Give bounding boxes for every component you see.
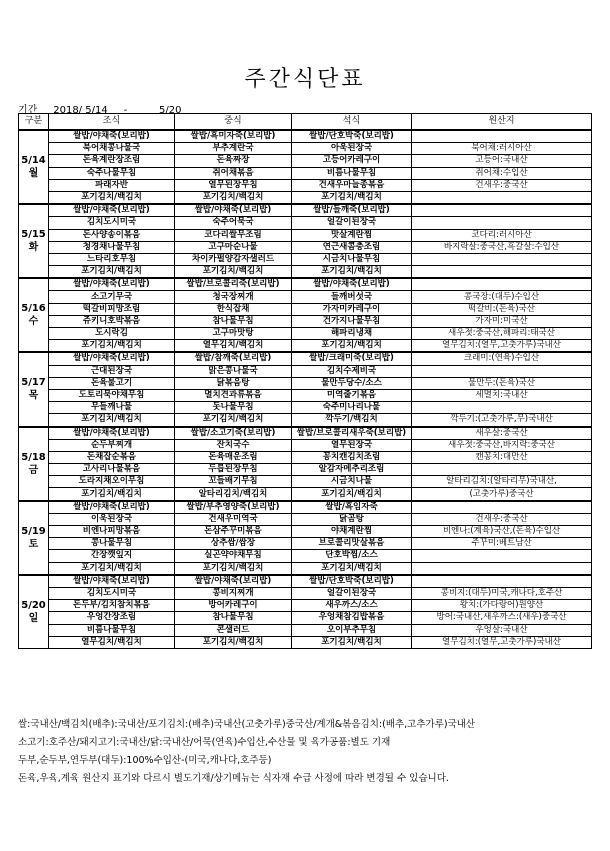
lunch-cell: 포기김치/백김치 <box>175 191 292 204</box>
origin-cell: 세멸치:국내산 <box>412 389 592 401</box>
lunch-cell: 포기김치/백김치 <box>175 562 292 575</box>
header-row <box>19 114 592 131</box>
table-row <box>19 464 592 476</box>
origin-cell: 크래미:(연육)수입산 <box>412 352 592 365</box>
breakfast-cell: 쌀밥/야채죽(보리밥) <box>49 130 175 143</box>
breakfast-cell: 고사리나물볶음 <box>49 464 175 476</box>
dinner-cell: 얼갈이된장국 <box>292 587 412 599</box>
period-end: 5/20 <box>159 105 182 116</box>
lunch-cell: 잔치국수 <box>175 439 292 451</box>
day-date: 5/17 <box>21 377 46 389</box>
table-row <box>19 229 592 241</box>
lunch-cell: 돈육짜장 <box>175 155 292 167</box>
origin-cell: 건새우:중국산 <box>412 179 592 191</box>
breakfast-cell: 소고기무국 <box>49 291 175 303</box>
dinner-cell: 연근새콤충조림 <box>292 241 412 253</box>
dinner-cell: 포기김치/백김치 <box>292 266 412 279</box>
period-label: 기간 <box>18 105 38 116</box>
table-row <box>19 526 592 538</box>
origin-cell <box>412 130 592 143</box>
lunch-cell: 알타리김치/백김치 <box>175 488 292 501</box>
table-row <box>19 303 592 315</box>
dinner-cell: 단호박찜/소스 <box>292 550 412 562</box>
lunch-cell: 고구마순나물 <box>175 241 292 253</box>
lunch-cell: 고구마맛탕 <box>175 328 292 340</box>
breakfast-cell: 북어채콩나물국 <box>49 143 175 155</box>
table-row <box>19 624 592 636</box>
dinner-cell: 포기김치/백김치 <box>292 488 412 501</box>
table-row <box>19 587 592 599</box>
dinner-cell: 김치수제비국 <box>292 365 412 377</box>
dinner-cell: 고등어카레구이 <box>292 155 412 167</box>
lunch-cell: 열무된장무침 <box>175 179 292 191</box>
lunch-cell: 한식잡채 <box>175 303 292 315</box>
dinner-cell: 꽁치캔김치조림 <box>292 451 412 463</box>
breakfast-cell: 돈사양송이볶음 <box>49 229 175 241</box>
period-start: 2018/ 5/14 <box>53 105 108 116</box>
table-row <box>19 155 592 167</box>
origin-cell <box>412 562 592 575</box>
breakfast-cell: 쌀밥/야채죽(보리밥) <box>49 204 175 217</box>
menu-body <box>19 130 592 648</box>
table-row <box>19 143 592 155</box>
table-row <box>19 291 592 303</box>
origin-cell <box>412 575 592 588</box>
lunch-cell: 쌀밥/야채죽(보리밥) <box>175 204 292 217</box>
table-row <box>19 389 592 401</box>
dinner-cell: 쌀밥/야채죽(보리밥) <box>292 278 412 291</box>
breakfast-cell: 도토리묵야채무침 <box>49 389 175 401</box>
day-weekday: 월 <box>28 168 39 180</box>
origin-cell <box>412 550 592 562</box>
origin-cell: 우엉살:국내산 <box>412 624 592 636</box>
breakfast-cell: 비름나물무침 <box>49 624 175 636</box>
table-row <box>19 600 592 612</box>
table-row <box>19 352 592 365</box>
origin-cell <box>412 253 592 265</box>
origin-cell: 가자미:미국산 <box>412 315 592 327</box>
lunch-cell: 쌀밥/흑미자죽(보리밥) <box>175 130 292 143</box>
origin-cell: 콩비지:(대두)미국,캐나다,호주산 <box>412 587 592 599</box>
breakfast-cell: 숙주나물무침 <box>49 167 175 179</box>
origin-cell: 떡갈비:(돈육)국산 <box>412 303 592 315</box>
table-row <box>19 278 592 291</box>
period-dash: - <box>123 105 128 116</box>
day-cell <box>19 427 49 501</box>
dinner-cell: 시금치나물 <box>292 476 412 488</box>
lunch-cell: 쌀밥/야채죽(보리밥) <box>175 575 292 588</box>
origin-cell <box>412 266 592 279</box>
dinner-cell: 얼갈이된장국 <box>292 217 412 229</box>
dinner-cell: 건가지나물무침 <box>292 315 412 327</box>
breakfast-cell: 도라지채오이무침 <box>49 476 175 488</box>
lunch-cell: 차이카펄양감자샐러드 <box>175 253 292 265</box>
table-row <box>19 538 592 550</box>
breakfast-cell: 포기김치/백김치 <box>49 266 175 279</box>
day-cell <box>19 501 49 575</box>
origin-cell: 북어채:러시아산 <box>412 143 592 155</box>
dinner-cell: 쌀밥/흑임자죽 <box>292 501 412 514</box>
dinner-cell: 포기김치/백김치 <box>292 191 412 204</box>
dinner-cell: 포기김치/백김치 <box>292 340 412 353</box>
table-row <box>19 253 592 265</box>
table-row <box>19 167 592 179</box>
day-date: 5/14 <box>21 155 46 167</box>
table-row <box>19 427 592 440</box>
breakfast-cell: 돈육불고기 <box>49 377 175 389</box>
header-lunch: 중식 <box>175 114 292 131</box>
lunch-cell: 숙주어묵국 <box>175 217 292 229</box>
origin-cell: 새우젓:중국산,해파리:태국산 <box>412 328 592 340</box>
day-date: 5/15 <box>21 229 46 241</box>
origin-cell: 열무김치:(열무,고춧가루)국내산 <box>412 340 592 353</box>
lunch-cell: 꼬들배기무침 <box>175 476 292 488</box>
origin-cell: 주꾸미:베트남산 <box>412 538 592 550</box>
lunch-cell: 돈삼주꾸미볶음 <box>175 526 292 538</box>
breakfast-cell: 돈두부/김치참치볶음 <box>49 600 175 612</box>
breakfast-cell: 느타리호무침 <box>49 253 175 265</box>
table-row <box>19 191 592 204</box>
dinner-cell: 포기김치/백김치 <box>292 636 412 648</box>
dinner-cell: 건새우마늘종볶음 <box>292 179 412 191</box>
breakfast-cell: 근대된장국 <box>49 365 175 377</box>
breakfast-cell: 포기김치/백김치 <box>49 191 175 204</box>
lunch-cell: 맑은콩나물국 <box>175 365 292 377</box>
lunch-cell: 포기김치/백김치 <box>175 636 292 648</box>
table-row <box>19 612 592 624</box>
day-weekday: 금 <box>28 464 39 476</box>
note-line: 소고기:호주산/돼지고기:국내산/닭:국내산/어묵(연육)수입산,수산물 및 육가공품:별도 기재 <box>18 737 391 748</box>
table-row <box>19 377 592 389</box>
lunch-cell: 쌀밥/브로콜리죽(보리밥) <box>175 278 292 291</box>
dinner-cell: 열무된장국 <box>292 439 412 451</box>
breakfast-cell: 쌀밥/야채죽(보리밥) <box>49 278 175 291</box>
table-row <box>19 179 592 191</box>
table-row <box>19 562 592 575</box>
breakfast-cell: 김치도시미국 <box>49 217 175 229</box>
lunch-cell: 열무김치/백김치 <box>175 340 292 353</box>
origin-cell: 방어:국내산,새우까스:(새우)중국산 <box>412 612 592 624</box>
breakfast-cell: 포기김치/백김치 <box>49 340 175 353</box>
table-row <box>19 328 592 340</box>
lunch-cell: 돈육매운조림 <box>175 451 292 463</box>
table-row <box>19 365 592 377</box>
table-row <box>19 315 592 327</box>
breakfast-cell: 쥬키니호박볶음 <box>49 315 175 327</box>
origin-cell <box>412 204 592 217</box>
dinner-cell: 해파리냉채 <box>292 328 412 340</box>
breakfast-cell: 쌀밥/야채죽(보리밥) <box>49 575 175 588</box>
origin-cell <box>412 501 592 514</box>
day-weekday: 토 <box>28 538 39 550</box>
dinner-cell: 새우까스/소스 <box>292 600 412 612</box>
lunch-cell: 닭볶음탕 <box>175 377 292 389</box>
breakfast-cell: 파래자반 <box>49 179 175 191</box>
table-row <box>19 636 592 648</box>
dinner-cell: 쌀밥/단호박죽(보리밥) <box>292 130 412 143</box>
table-row <box>19 488 592 501</box>
origin-cell: 물만두:(돈육)국산 <box>412 377 592 389</box>
table-row <box>19 575 592 588</box>
day-cell <box>19 278 49 352</box>
lunch-cell: 쥐어채볶음 <box>175 167 292 179</box>
table-row <box>19 451 592 463</box>
table-row <box>19 476 592 488</box>
breakfast-cell: 콩나물무침 <box>49 538 175 550</box>
dinner-cell: 쌀밥/단호박죽(보리밥) <box>292 575 412 588</box>
dinner-cell: 시금치나물무침 <box>292 253 412 265</box>
breakfast-cell: 우엉간장조림 <box>49 612 175 624</box>
breakfast-cell: 비엔나피망볶음 <box>49 526 175 538</box>
menu-table <box>18 113 592 649</box>
origin-cell <box>412 278 592 291</box>
origin-cell: (고춧가루)중국산 <box>412 488 592 501</box>
day-cell <box>19 352 49 426</box>
lunch-cell: 돗나물무침 <box>175 402 292 414</box>
origin-cell: 왕치:(가다랑어)원양산 <box>412 600 592 612</box>
dinner-cell: 숙주미나리나물 <box>292 402 412 414</box>
origin-cell: 알타리김치:(알타리무)국내산, <box>412 476 592 488</box>
lunch-cell: 상추쌈/쌈장 <box>175 538 292 550</box>
lunch-cell: 콩비지찌개 <box>175 587 292 599</box>
origin-cell: 쥐어채:수입산 <box>412 167 592 179</box>
origin-cell: 열무김치:(열무,고춧가루)국내산 <box>412 636 592 648</box>
table-row <box>19 340 592 353</box>
table-row <box>19 204 592 217</box>
day-cell <box>19 575 49 649</box>
dinner-cell: 가자미카레구이 <box>292 303 412 315</box>
dinner-cell: 맛살계란찜 <box>292 229 412 241</box>
day-date: 5/18 <box>21 451 46 463</box>
breakfast-cell: 김치도시미국 <box>49 587 175 599</box>
origin-cell: 건새우:중국산 <box>412 513 592 525</box>
lunch-cell: 콘샐러드 <box>175 624 292 636</box>
header-origin: 원산지 <box>412 114 592 131</box>
dinner-cell: 비름나물무침 <box>292 167 412 179</box>
breakfast-cell: 쌀밥/야채죽(보리밥) <box>49 352 175 365</box>
dinner-cell: 미역줄기볶음 <box>292 389 412 401</box>
table-row <box>19 501 592 514</box>
dinner-cell: 브로콜리맛살볶음 <box>292 538 412 550</box>
lunch-cell: 포기김치/백김치 <box>175 414 292 427</box>
dinner-cell: 알감자메추리조림 <box>292 464 412 476</box>
breakfast-cell: 떡갈비피망조림 <box>49 303 175 315</box>
table-row <box>19 439 592 451</box>
origin-cell: 코다리:러시아산 <box>412 229 592 241</box>
dinner-cell: 우엉채참김밥볶음 <box>292 612 412 624</box>
breakfast-cell: 포기김치/백김치 <box>49 488 175 501</box>
breakfast-cell: 포기김치/백김치 <box>49 562 175 575</box>
lunch-cell: 실곤약야채무침 <box>175 550 292 562</box>
origin-cell: 콩국장:(대두)수입산 <box>412 291 592 303</box>
origin-cell: 비엔나:(계육)국산,(돈육)수입산 <box>412 526 592 538</box>
day-cell <box>19 130 49 204</box>
breakfast-cell: 쌀밥/야채죽(보리밥) <box>49 501 175 514</box>
origin-cell <box>412 217 592 229</box>
lunch-cell: 참나물무침 <box>175 315 292 327</box>
note-line: 돈육,우육,계육 원산지 표기와 다르시 별도기재/상기메뉴는 식자재 수급 사정에 따라 변경될 수 있습니다. <box>18 773 449 784</box>
dinner-cell: 오이부추무침 <box>292 624 412 636</box>
dinner-cell: 쌀밥/브로콜리새우죽(보리밥) <box>292 427 412 440</box>
breakfast-cell: 돈채잡순볶음 <box>49 451 175 463</box>
origin-cell <box>412 464 592 476</box>
breakfast-cell: 청경채나물무침 <box>49 241 175 253</box>
origin-cell: 깍두기:(고춧가루,무)국내산 <box>412 414 592 427</box>
breakfast-cell: 포기김치/백김치 <box>49 414 175 427</box>
note-line: 두부,순두부,연두부(대두):100%수입산-(미국,캐나다,호주등) <box>18 755 272 766</box>
header-dinner: 석식 <box>292 114 412 131</box>
day-date: 5/16 <box>21 303 46 315</box>
table-row <box>19 130 592 143</box>
table-row <box>19 414 592 427</box>
header-breakfast: 조식 <box>49 114 175 131</box>
lunch-cell: 참나물무침 <box>175 612 292 624</box>
dinner-cell: 쌀밥/크래미죽(보리밥) <box>292 352 412 365</box>
lunch-cell: 코다리쌀무조림 <box>175 229 292 241</box>
day-cell <box>19 204 49 278</box>
lunch-cell: 포기김치/백김치 <box>175 266 292 279</box>
day-date: 5/19 <box>21 525 46 537</box>
lunch-cell: 청국장찌개 <box>175 291 292 303</box>
breakfast-cell: 무들깨나물 <box>49 402 175 414</box>
dinner-cell: 닭곰탕 <box>292 513 412 525</box>
lunch-cell: 쌀밥/부추영양죽(보리밥) <box>175 501 292 514</box>
breakfast-cell: 열무김치/백김치 <box>49 636 175 648</box>
day-weekday: 일 <box>28 612 39 624</box>
origin-cell: 캔꽁치:대만산 <box>412 451 592 463</box>
dinner-cell: 쌀밥/들깨죽(보리밥) <box>292 204 412 217</box>
lunch-cell: 쌀밥/소고기죽(보리밥) <box>175 427 292 440</box>
dinner-cell: 들깨버섯국 <box>292 291 412 303</box>
note-line: 쌀:국내산/백김치(배추):국내산/포기김치:(배추)국내산(고춧가루)중국산/계개&볶음김치:(배추,고추가루)국내산 <box>18 719 476 730</box>
breakfast-cell: 이욱된장국 <box>49 513 175 525</box>
dinner-cell: 야채계란찜 <box>292 526 412 538</box>
page-title: 주간식단표 <box>244 67 366 92</box>
day-date: 5/20 <box>21 599 46 611</box>
day-weekday: 화 <box>28 242 39 254</box>
origin-cell: 고등어:국내산 <box>412 155 592 167</box>
notes <box>18 716 475 788</box>
header-category: 구분 <box>19 114 49 131</box>
origin-cell <box>412 402 592 414</box>
table-row <box>19 513 592 525</box>
table-row <box>19 217 592 229</box>
origin-cell: 바지락살:중국산,흑갈살:수입산 <box>412 241 592 253</box>
dinner-cell: 아욱된장국 <box>292 143 412 155</box>
lunch-cell: 부추계란국 <box>175 143 292 155</box>
breakfast-cell: 순두부찌개 <box>49 439 175 451</box>
origin-cell: 새우살:중국산 <box>412 427 592 440</box>
lunch-cell: 방어카레구이 <box>175 600 292 612</box>
origin-cell: 새우젓:중국산,바지락:중국산 <box>412 439 592 451</box>
day-weekday: 수 <box>28 316 39 328</box>
table-row <box>19 550 592 562</box>
breakfast-cell: 쌀밥/야채죽(보리밥) <box>49 427 175 440</box>
lunch-cell: 쌀밥/참깨죽(보리밥) <box>175 352 292 365</box>
table-row <box>19 402 592 414</box>
breakfast-cell: 간장깻잎지 <box>49 550 175 562</box>
dinner-cell: 포기김치/백김치 <box>292 562 412 575</box>
day-weekday: 목 <box>28 390 39 402</box>
lunch-cell: 멸치견과류볶음 <box>175 389 292 401</box>
lunch-cell: 건새우미역국 <box>175 513 292 525</box>
breakfast-cell: 돈육계란장조림 <box>49 155 175 167</box>
origin-cell <box>412 365 592 377</box>
dinner-cell: 물만두당수/소스 <box>292 377 412 389</box>
table-row <box>19 241 592 253</box>
lunch-cell: 두릅된장무침 <box>175 464 292 476</box>
breakfast-cell: 도시락김 <box>49 328 175 340</box>
origin-cell <box>412 191 592 204</box>
dinner-cell: 깍두기/백김치 <box>292 414 412 427</box>
table-row <box>19 266 592 279</box>
